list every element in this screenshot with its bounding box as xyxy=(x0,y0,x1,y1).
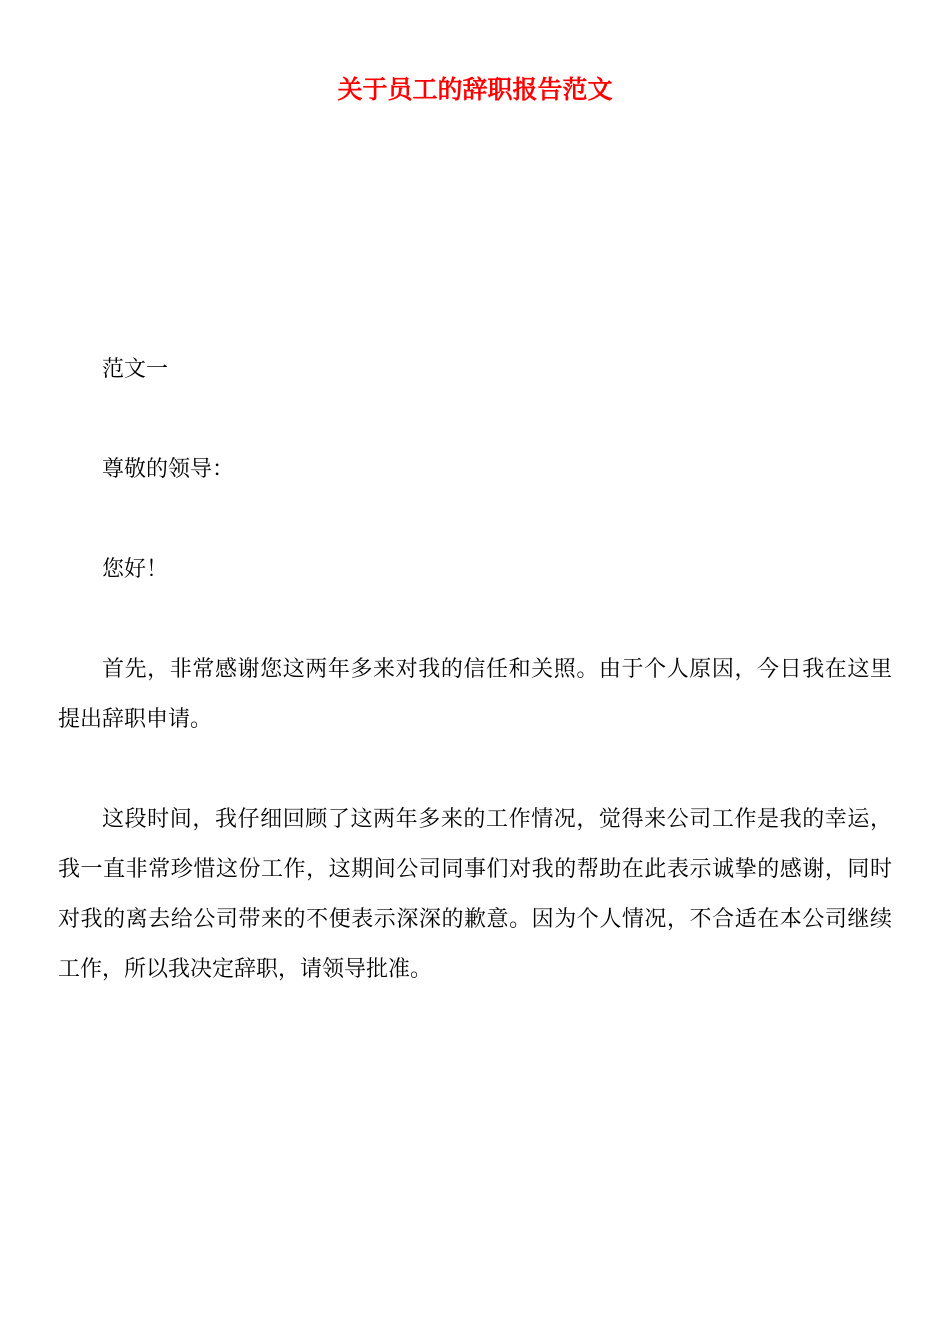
paragraph-salutation: 尊敬的领导： xyxy=(102,457,235,482)
document-title: 关于员工的辞职报告范文 xyxy=(337,75,613,104)
paragraph-sample-label: 范文一 xyxy=(102,357,169,382)
paragraph-greeting: 您好！ xyxy=(102,557,169,582)
paragraph-thanks: 首先，非常感谢您这两年多来对我的信任和关照。由于个人原因，今日我在这里提出辞职申请。 xyxy=(58,657,892,732)
document-body xyxy=(58,345,892,1045)
paragraph-reason: 这段时间，我仔细回顾了这两年多来的工作情况，觉得来公司工作是我的幸运，我一直非常珍惜这份工作，这期间公司同事们对我的帮助在此表示诚挚的感谢，同时对我的离去给公司带来的不便表示深深的歉意。因为个人情况，不合适在本公司继续工作，所以我决定辞职，请领导批准。 xyxy=(58,807,892,982)
